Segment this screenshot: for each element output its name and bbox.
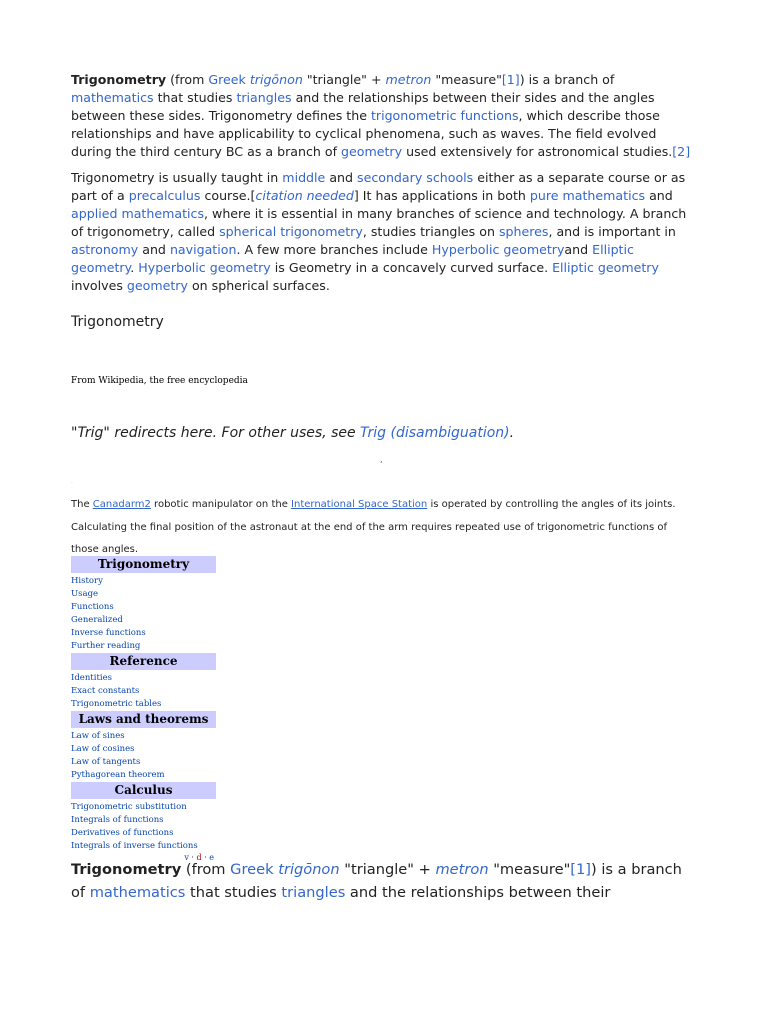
text: and the relationships between their sides and the angles between these sides. Trigonometry defines the [71,90,655,123]
text: "triangle" + [302,72,386,87]
navbox-link[interactable]: Trigonometric tables [71,699,162,709]
separator: · [201,853,210,862]
text: ) is a branch of [71,861,682,901]
link-pure-mathematics[interactable]: pure mathematics [529,188,646,203]
link-greek-2[interactable]: Greek [230,861,274,878]
page-title: Trigonometry [71,314,164,330]
text: , studies triangles on [362,224,499,239]
text: is Geometry in a concavely curved surface. [270,260,553,275]
link-international-space-station[interactable]: International Space Station [291,499,428,510]
navbox-link[interactable]: Pythagorean theorem [71,770,165,780]
text: . [509,425,515,441]
text: (from [166,72,209,87]
usage-paragraph [71,169,695,295]
stray-dot: . [71,478,73,485]
link-triangles[interactable]: triangles [236,90,292,105]
navbox-section-header: Calculus [71,782,216,799]
stray-comma: , [380,455,383,464]
view-template-link[interactable]: v [184,853,189,862]
link-hyperbolic-geometry-2[interactable]: Hyperbolic geometry [138,260,271,275]
text: , which describe those relationships and have applicability to cyclical phenomena, such as waves. The field evolved during the third century BC as a branch of [71,108,660,159]
navbox-link[interactable]: Inverse functions [71,628,146,638]
from-wikipedia-tagline: From Wikipedia, the free encyclopedia [71,376,248,386]
text: that studies [153,90,237,105]
repeated-intro-paragraph [71,858,695,904]
link-applied-mathematics[interactable]: applied mathematics [71,206,205,221]
link-astronomy[interactable]: astronomy [71,242,139,257]
navbox-sections [71,556,216,853]
italic-term: metron [385,72,432,87]
text: . A few more branches include [236,242,432,257]
text: "triangle" + [339,861,436,878]
text: used extensively for astronomical studies. [402,144,673,159]
navbox-link[interactable]: Further reading [71,641,141,651]
navbox-link[interactable]: Integrals of functions [71,815,164,825]
text: (from [181,861,231,878]
ref-link-2[interactable]: [2] [672,144,691,159]
link-citation-needed[interactable] [255,188,353,203]
text: involves [71,278,127,293]
link-spheres[interactable]: spheres [498,224,549,239]
link-mathematics-2[interactable]: mathematics [89,884,186,901]
link-geometry[interactable]: geometry [341,144,403,159]
text: on spherical surfaces. [187,278,330,293]
navbox-link[interactable]: Integrals of inverse functions [71,841,198,851]
text: "measure" [488,861,571,878]
link-middle[interactable]: middle [282,170,326,185]
link-trigonon-2[interactable] [278,861,339,878]
link-greek[interactable]: Greek [208,72,246,87]
text: robotic manipulator on the [150,499,292,510]
text: Trigonometry is usually taught in [71,170,283,185]
navbox-link[interactable]: Exact constants [71,686,140,696]
link-navigation[interactable]: navigation [169,242,237,257]
link-precalculus[interactable]: precalculus [128,188,201,203]
text: course.[ [200,188,256,203]
intro-paragraph [71,71,695,161]
navbox-link[interactable]: Law of tangents [71,757,141,767]
italic-term: citation needed [255,188,354,203]
text: that studies [185,884,282,901]
text: is operated by controlling the angles of its joints. Calculating the final position of the astronaut at the end of the arm requires repeated use of trigonometric functions of those angles. [71,499,676,555]
link-spherical-trigonometry[interactable]: spherical trigonometry [219,224,363,239]
text: , and is important in [548,224,676,239]
navbox-link[interactable]: Generalized [71,615,123,625]
italic-term: trigōnon [249,72,303,87]
link-secondary-schools[interactable]: secondary schools [357,170,474,185]
text: and [645,188,673,203]
link-trigonometric-functions[interactable]: trigonometric functions [370,108,519,123]
discuss-template-link[interactable]: d [196,853,202,862]
link-metron-2[interactable] [435,861,488,878]
text: "measure" [431,72,502,87]
text: "Trig" redirects here. For other uses, see [71,425,361,441]
hatnote-text [71,425,514,441]
link-geometry-2[interactable]: geometry [126,278,188,293]
text: The [71,499,93,510]
navbox-link[interactable]: Usage [71,589,99,599]
link-triangles-2[interactable]: triangles [281,884,346,901]
navbox-section-header: Reference [71,653,216,670]
text: , where it is essential in many branches of science and technology. A branch of trigonometry, called [71,206,687,239]
navbox-link[interactable]: Law of sines [71,731,125,741]
link-mathematics[interactable]: mathematics [71,90,154,105]
link-elliptic-geometry[interactable]: Elliptic geometry [71,242,634,275]
hatnote [71,425,514,441]
link-hyperbolic-geometry[interactable]: Hyperbolic geometry [431,242,565,257]
trigonometry-navbox [71,556,216,863]
text: and the relationships between their [345,884,611,901]
image-caption [71,494,691,562]
link-metron[interactable] [386,72,432,87]
italic-term: trigōnon [278,861,340,878]
text: . [130,260,139,275]
link-canadarm2[interactable]: Canadarm2 [92,499,151,510]
bold-term: Trigonometry [71,861,182,878]
navbox-link[interactable]: Law of cosines [71,744,135,754]
navbox-section-header: Trigonometry [71,556,216,573]
navbox-link[interactable]: Identities [71,673,112,683]
navbox-link[interactable]: Trigonometric substitution [71,802,187,812]
link-elliptic-geometry-2[interactable]: Elliptic geometry [552,260,659,275]
navbox-link[interactable]: History [71,576,103,586]
ref-link-1[interactable]: [1] [501,72,520,87]
text: ) is a branch of [519,72,615,87]
link-trigonon[interactable] [250,72,303,87]
text: and [138,242,170,257]
text: and [325,170,358,185]
text: and [564,242,593,257]
navbox-section-header: Laws and theorems [71,711,216,728]
ref-link-1b[interactable]: [1] [570,861,591,878]
text: either as a separate course or as part of a [71,170,686,203]
italic-term: metron [435,861,489,878]
edit-template-link[interactable]: e [209,853,214,862]
text: ] It has applications in both [353,188,530,203]
link-trig-disambiguation[interactable]: Trig (disambiguation) [360,425,510,441]
separator: · [188,853,197,862]
navbox-link[interactable]: Derivatives of functions [71,828,174,838]
navbox-link[interactable]: Functions [71,602,114,612]
bold-term: Trigonometry [71,72,167,87]
